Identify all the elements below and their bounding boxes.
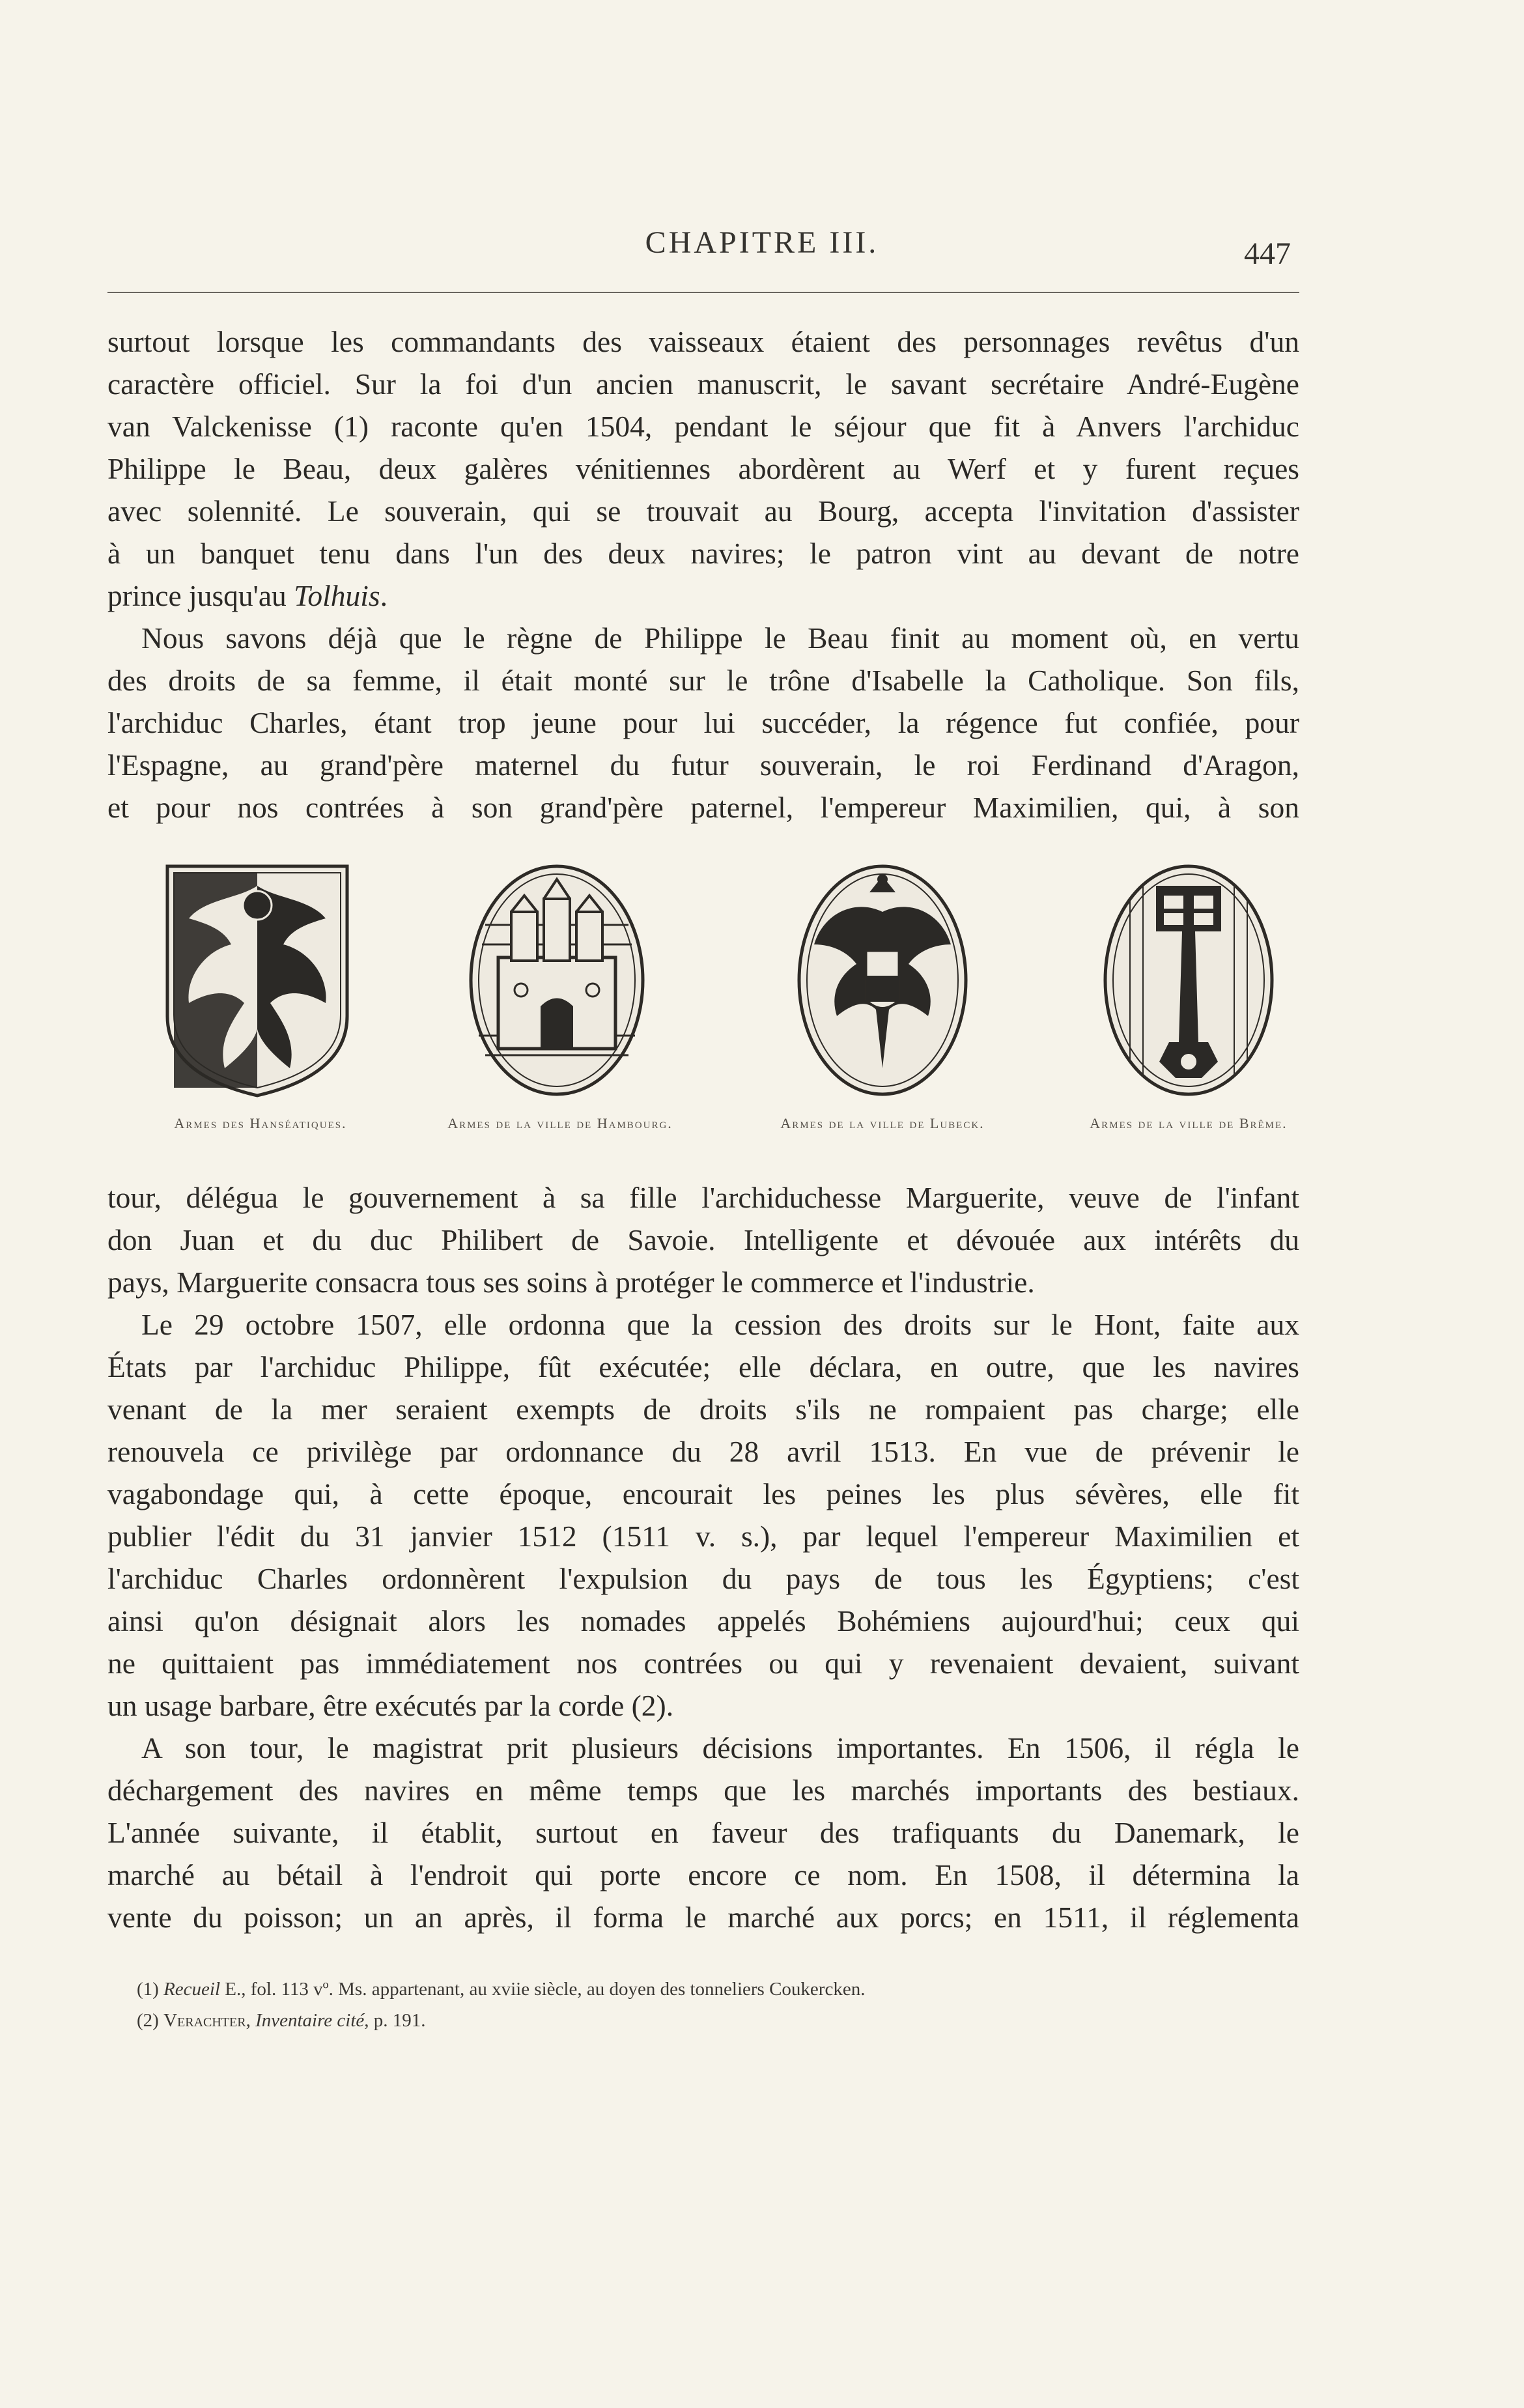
text-line: L'année suivante, il établit, surtout en faveur des trafiquants du Danemark, le [107,1816,1299,1849]
text-line: caractère officiel. Sur la foi d'un ancien manuscrit, le savant secrétaire André-Eugène [107,367,1299,401]
text-line: des droits de sa femme, il était monté sur le trône d'Isabelle la Catholique. Son fils, [107,664,1299,697]
text-line: ne quittaient pas immédiatement nos contrées ou qui y revenaient devaient, suivant [107,1647,1299,1680]
text-line: États par l'archiduc Philippe, fût exécutée; elle déclara, en outre, que les navires [107,1350,1299,1383]
text-line: A son tour, le magistrat prit plusieurs décisions importantes. En 1506, il régla le [141,1731,1299,1764]
hamburg-arms [459,860,733,1140]
text-line: surtout lorsque les commandants des vaisseaux étaient des personnages revêtus d'un [107,325,1299,358]
plate-caption: Armes des Hanséatiques. [174,1115,347,1131]
text-line: à un banquet tenu dans l'un des deux navires; le patron vint au devant de notre [107,537,1299,570]
text-line: Nous savons déjà que le règne de Philippe le Beau finit au moment où, en vertu [141,621,1299,655]
footnote-author: Verachter [163,2010,246,2031]
text-fragment: . [380,579,388,612]
text-line: avec solennité. Le souverain, qui se trouvait au Bourg, accepta l'invitation d'assister [107,494,1299,528]
key-icon [1091,860,1286,1101]
bremen-arms [1091,860,1364,1140]
text-block-top [107,320,1299,829]
text-line: et pour nos contrées à son grand'père paternel, l'empereur Maximilien, qui, à son [107,791,1299,824]
text-line: vagabondage qui, à cette époque, encourait les peines les plus sévères, elle fit [107,1477,1299,1510]
hanseatic-arms [160,860,433,1140]
text-line: publier l'édit du 31 janvier 1512 (1511 v. s.), par lequel l'empereur Maximilien et [107,1520,1299,1553]
text-line: tour, délégua le gouvernement à sa fille l'archiduchesse Marguerite, veuve de l'infant [107,1181,1299,1214]
paragraph [107,1303,1299,1727]
castle-icon [459,860,655,1101]
text-line: renouvela ce privilège par ordonnance du 28 avril 1513. En vue de prévenir le [107,1435,1299,1468]
plate-caption: Armes de la ville de Brême. [1090,1115,1288,1131]
footnote-italic: Inventaire cité [255,2010,365,2031]
paragraph [107,617,1299,829]
paragraph [107,1176,1299,1303]
text-line: Philippe le Beau, deux galères vénitiennes abordèrent au Werf et y furent reçues [107,452,1299,485]
footnote-number: (2) [137,2010,164,2031]
text-line: pays, Marguerite consacra tous ses soins à protéger le commerce et l'industrie. [107,1266,1035,1299]
text-line [107,574,1299,617]
double-eagle-icon [785,860,980,1101]
italic-term: Tolhuis [294,579,380,612]
shield-eagle-icon [160,860,355,1101]
page-number: 447 [1244,236,1291,271]
paragraph [107,320,1299,617]
text-line: déchargement des navires en même temps que les marchés importants des bestiaux. [107,1774,1299,1807]
text-line: ainsi qu'on désignait alors les nomades appelés Bohémiens aujourd'hui; ceux qui [107,1604,1299,1637]
text-line: un usage barbare, être exécutés par la corde (2). [107,1689,674,1722]
text-line: marché au bétail à l'endroit qui porte encore ce nom. En 1508, il détermina la [107,1858,1299,1891]
footnote-text: E., fol. 113 vº. Ms. appartenant, au xviie siècle, au doyen des tonneliers Coukercken. [220,1979,866,2000]
text-line: vente du poisson; un an après, il forma le marché aux porcs; en 1511, il réglementa [107,1901,1299,1934]
header-rule [107,292,1299,293]
text-fragment: prince jusqu'au [107,579,294,612]
paragraph [107,1727,1299,1938]
footnote-number: (1) [137,1979,164,2000]
plate-caption: Armes de la ville de Lubeck. [780,1115,985,1131]
footnote-1 [137,1974,1296,2005]
plate-caption: Armes de la ville de Hambourg. [447,1115,673,1131]
footnote-italic: Recueil [163,1979,221,2000]
text-line: don Juan et du duc Philibert de Savoie. Intelligente et dévouée aux intérêts du [107,1223,1299,1256]
text-line: van Valckenisse (1) raconte qu'en 1504, pendant le séjour que fit à Anvers l'archiduc [107,410,1299,443]
text-line: l'archiduc Charles, étant trop jeune pour lui succéder, la régence fut confiée, pour [107,706,1299,739]
lubeck-arms [785,860,1058,1140]
footnote-text: , p. 191. [364,2010,426,2031]
footnotes [137,1974,1296,2036]
footnote-2 [137,2005,1296,2036]
footnote-text: , [246,2010,256,2031]
text-line: l'Espagne, au grand'père maternel du futur souverain, le roi Ferdinand d'Aragon, [107,748,1299,782]
text-line: Le 29 octobre 1507, elle ordonna que la cession des droits sur le Hont, faite aux [141,1308,1299,1341]
text-block-bottom [107,1176,1299,1938]
text-line: venant de la mer seraient exempts de droits s'ils ne rompaient pas charge; elle [107,1393,1299,1426]
chapter-title: CHAPITRE III. [645,225,879,260]
text-line: l'archiduc Charles ordonnèrent l'expulsion du pays de tous les Égyptiens; c'est [107,1562,1299,1595]
coats-of-arms-plate [107,860,1299,1140]
